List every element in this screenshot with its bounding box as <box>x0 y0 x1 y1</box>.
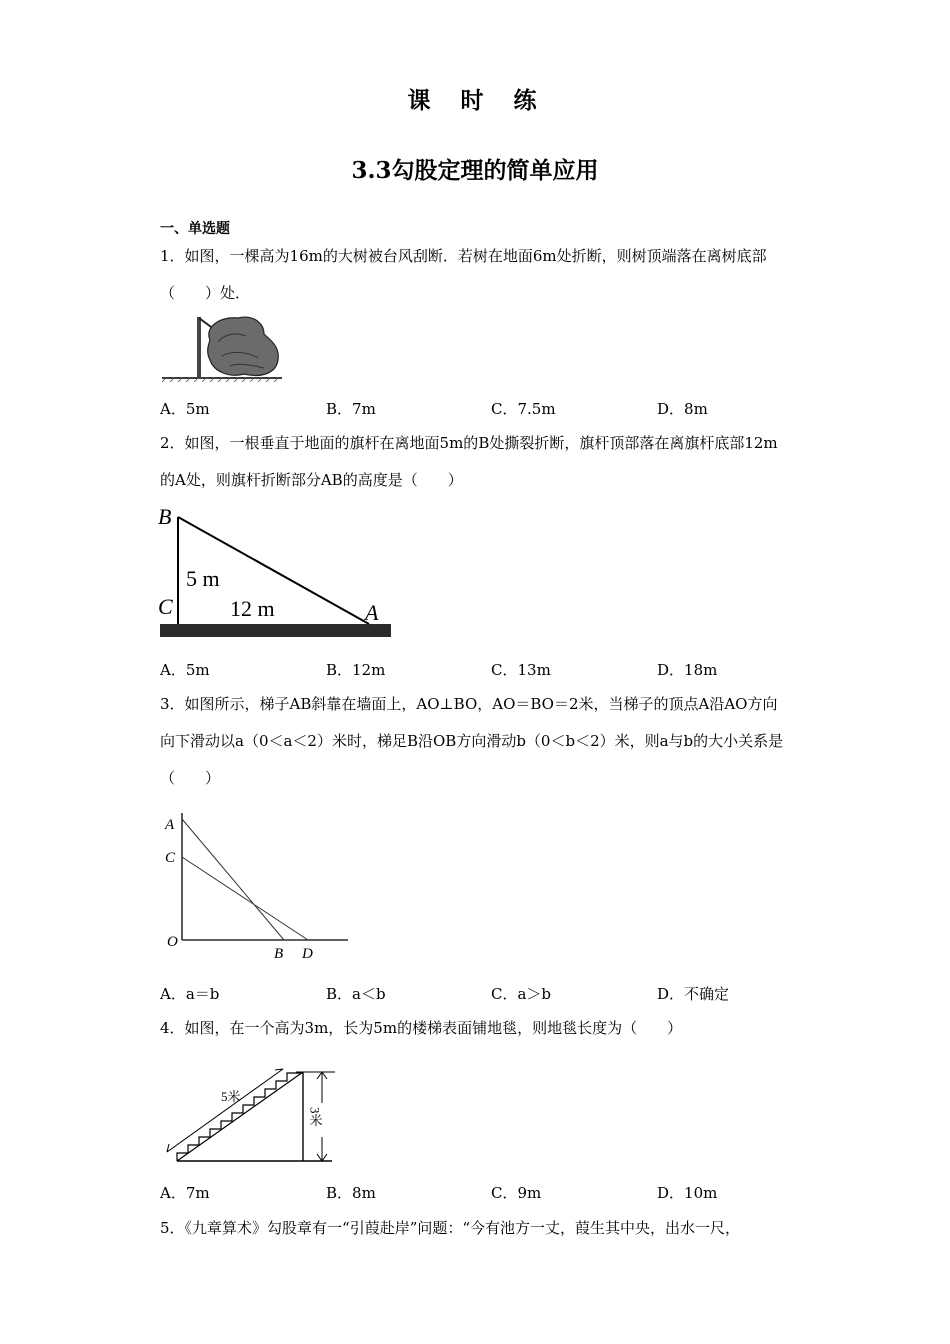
title-char: 课 <box>407 87 437 114</box>
option-3-c[interactable]: C．a＞b <box>491 985 552 1003</box>
option-3-b[interactable]: B．a＜b <box>326 985 386 1003</box>
option-2-a[interactable]: A．5m <box>160 661 210 679</box>
option-2-c[interactable]: C．13m <box>491 661 551 679</box>
label-height: 3米 <box>307 1107 323 1127</box>
question-3-figure <box>158 805 353 965</box>
label-b: B <box>158 504 172 529</box>
option-4-b[interactable]: B．8m <box>326 1184 376 1202</box>
label-c: C <box>165 850 176 866</box>
label-a: A <box>165 817 175 833</box>
option-1-a[interactable]: A．5m <box>160 400 210 418</box>
label-d: D <box>302 946 313 962</box>
option-3-a[interactable]: A．a＝b <box>160 985 220 1003</box>
question-5-text: 5．《九章算术》勾股章有一“引葭赴岸”问题：“今有池方一丈，葭生其中央，出水一尺， <box>160 1219 741 1237</box>
question-1-figure <box>160 312 285 382</box>
label-slant-length: 5米 <box>221 1089 241 1104</box>
question-4-figure <box>155 1060 350 1170</box>
question-1-text: 1．如图，一棵高为16m的大树被台风刮断．若树在地面6m处折断，则树顶端落在离树底部（ ）处． <box>160 247 767 302</box>
title-char: 练 <box>513 87 543 114</box>
option-2-d[interactable]: D．18m <box>657 661 718 679</box>
label-a: A <box>365 600 379 625</box>
option-1-c[interactable]: C．7.5m <box>491 400 556 418</box>
option-1-b[interactable]: B．7m <box>326 400 376 418</box>
page-title <box>0 82 950 115</box>
label-vertical-length: 5 m <box>186 566 220 591</box>
label-c: C <box>158 594 173 619</box>
option-4-d[interactable]: D．10m <box>657 1184 718 1202</box>
label-horizontal-length: 12 m <box>230 596 275 621</box>
option-4-a[interactable]: A．7m <box>160 1184 210 1202</box>
option-1-d[interactable]: D．8m <box>657 400 708 418</box>
option-2-b[interactable]: B．12m <box>326 661 386 679</box>
option-4-c[interactable]: C．9m <box>491 1184 542 1202</box>
title-char: 时 <box>460 87 490 114</box>
label-o: O <box>167 934 178 950</box>
section-heading: 一、单选题 <box>160 221 230 237</box>
question-2-text: 2．如图，一根垂直于地面的旗杆在离地面5m的B处撕裂折断，旗杆顶部落在离旗杆底部12m的A处，则旗杆折断部分AB的高度是（ ） <box>160 434 778 489</box>
question-2-figure <box>155 503 400 643</box>
option-3-d[interactable]: D．不确定 <box>657 985 730 1003</box>
label-b: B <box>274 946 284 962</box>
page-subtitle: 3.3勾股定理的简单应用 <box>351 157 599 184</box>
question-3-text: 3．如图所示，梯子AB斜靠在墙面上，AO⊥BO，AO＝BO＝2米，当梯子的顶点A沿AO方向向下滑动以a（0＜a＜2）米时，梯足B沿OB方向滑动b（0＜b＜2）米，则a与b的大小关系是（ ） <box>160 695 784 787</box>
question-4-text: 4．如图，在一个高为3m，长为5m的楼梯表面铺地毯，则地毯长度为（ ） <box>160 1019 683 1037</box>
